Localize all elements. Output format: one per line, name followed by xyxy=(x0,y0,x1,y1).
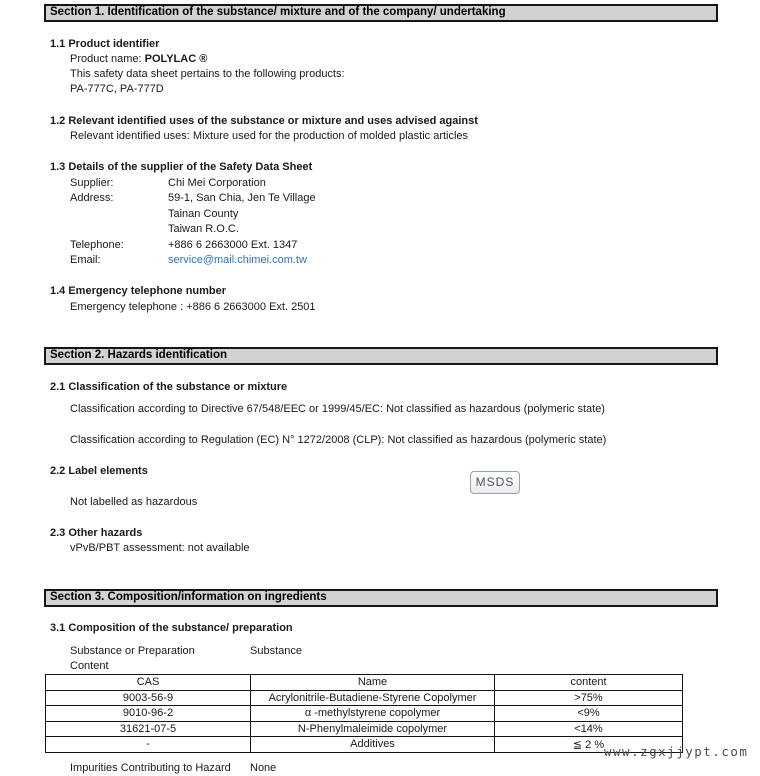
cell-content: >75% xyxy=(495,690,683,706)
table-row xyxy=(46,706,683,722)
heading-2-2-label-elements: 2.2 Label elements xyxy=(50,465,148,477)
classification-directive-line: Classification according to Directive 67/548/EEC or 1999/45/EC: Not classified as hazardous (polymeric state) xyxy=(70,403,605,415)
address-row xyxy=(70,223,239,235)
substance-value: Substance xyxy=(250,645,302,657)
cell-content: <9% xyxy=(495,706,683,722)
cell-cas: 31621-07-5 xyxy=(46,721,251,737)
cell-content: ≦ 2 % xyxy=(495,737,683,753)
section-2-header-bar: Section 2. Hazards identification xyxy=(44,347,718,365)
address-value-line2: Tainan County xyxy=(168,208,239,220)
heading-2-1-classification: 2.1 Classification of the substance or mixture xyxy=(50,381,288,393)
vpvb-pbt-line: vPvB/PBT assessment: not available xyxy=(70,542,250,554)
supplier-row xyxy=(70,177,266,189)
supplier-value: Chi Mei Corporation xyxy=(168,177,266,189)
relevant-uses-line: Relevant identified uses: Mixture used for the production of molded plastic articles xyxy=(70,130,469,142)
cell-name: α -methylstyrene copolymer xyxy=(251,706,495,722)
msds-button[interactable]: MSDS xyxy=(470,471,520,494)
table-row xyxy=(46,690,683,706)
address-value-line1: 59-1, San Chia, Jen Te Village xyxy=(168,192,316,204)
site-watermark: www.zgxjjypt.com xyxy=(604,744,749,759)
cell-name: Acrylonitrile-Butadiene-Styrene Copolymer xyxy=(251,690,495,706)
impurities-label: Impurities Contributing to Hazard xyxy=(70,762,231,774)
classification-clp-line: Classification according to Regulation (EC) N° 1272/2008 (CLP): Not classified as hazardous (polymeric state) xyxy=(70,434,607,446)
header-cell-content: content xyxy=(495,675,683,691)
not-labelled-line: Not labelled as hazardous xyxy=(70,496,198,508)
telephone-value: +886 6 2663000 Ext. 1347 xyxy=(168,239,298,251)
heading-1-2-relevant-uses: 1.2 Relevant identified uses of the substance or mixture and uses advised against xyxy=(50,115,478,127)
heading-1-3-supplier-details: 1.3 Details of the supplier of the Safety Data Sheet xyxy=(50,161,313,173)
address-label: Address: xyxy=(70,192,114,204)
address-row xyxy=(70,192,316,204)
substance-or-preparation-label: Substance or Preparation xyxy=(70,645,195,657)
impurities-value: None xyxy=(250,762,277,774)
section-3-header-bar: Section 3. Composition/information on ingredients xyxy=(44,589,718,607)
cell-cas: 9010-96-2 xyxy=(46,706,251,722)
address-value-line3: Taiwan R.O.C. xyxy=(168,223,239,235)
heading-1-4-emergency-telephone: 1.4 Emergency telephone number xyxy=(50,285,227,297)
email-link[interactable]: service@mail.chimei.com.tw xyxy=(168,254,307,266)
cell-cas: 9003-56-9 xyxy=(46,690,251,706)
table-header-row xyxy=(46,675,683,691)
table-row xyxy=(46,721,683,737)
cell-name: Additives xyxy=(251,737,495,753)
pertains-line: This safety data sheet pertains to the following products: xyxy=(70,68,345,80)
emergency-telephone-line: Emergency telephone : +886 6 2663000 Ext. 2501 xyxy=(70,301,316,313)
content-label: Content xyxy=(70,660,109,672)
ingredients-table xyxy=(45,674,683,753)
header-cell-name: Name xyxy=(251,675,495,691)
email-row xyxy=(70,254,307,266)
heading-3-1-composition: 3.1 Composition of the substance/ preparation xyxy=(50,622,293,634)
cell-content: <14% xyxy=(495,721,683,737)
table-row xyxy=(46,737,683,753)
header-cell-cas: CAS xyxy=(46,675,251,691)
email-label: Email: xyxy=(70,254,101,266)
telephone-label: Telephone: xyxy=(70,239,124,251)
section-1-header-bar: Section 1. Identification of the substance/ mixture and of the company/ undertaking xyxy=(44,4,718,22)
cell-name: N-Phenylmaleimide copolymer xyxy=(251,721,495,737)
cell-cas: - xyxy=(46,737,251,753)
supplier-label: Supplier: xyxy=(70,177,114,189)
product-name-line xyxy=(70,53,207,65)
product-name-label: Product name: xyxy=(70,53,142,65)
product-codes-line: PA-777C, PA-777D xyxy=(70,83,164,95)
address-row xyxy=(70,208,238,220)
telephone-row xyxy=(70,239,297,251)
heading-2-3-other-hazards: 2.3 Other hazards xyxy=(50,527,143,539)
heading-1-1-product-identifier: 1.1 Product identifier xyxy=(50,38,160,50)
product-name-value: POLYLAC ® xyxy=(144,53,208,65)
